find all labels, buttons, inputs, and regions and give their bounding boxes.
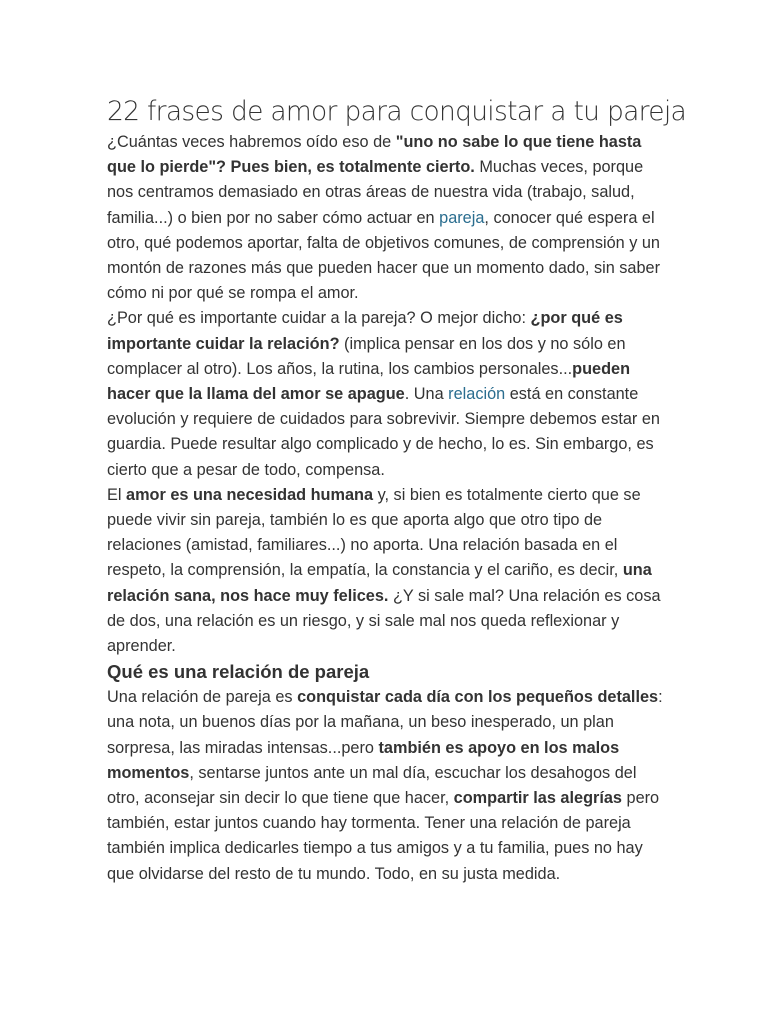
bold-span: conquistar cada día con los pequeños detalles (297, 688, 659, 707)
paragraph-care (107, 306, 668, 482)
paragraph-love-need (107, 483, 668, 659)
text-span: (implica pensar en los dos y no sólo en complacer al otro). Los años, la rutina, los cambios personales... (107, 334, 626, 378)
text-span: Una relación de pareja es (107, 688, 298, 707)
section-heading: Qué es una relación de pareja (107, 661, 370, 683)
text-span: El (107, 485, 127, 504)
text-span: : una nota, un buenos días por la mañana, un beso inesperado, un plan sorpresa, las miradas intensas...pero (107, 688, 663, 757)
text-span: ¿Cuántas veces habremos oído eso de (107, 133, 396, 151)
text-span: . Una (404, 385, 449, 404)
bold-span: también es apoyo en los malos momentos (107, 738, 620, 782)
text-span: ¿Y si sale mal? Una relación es cosa de dos, una relación es un riesgo, y si sale mal nos queda reflexionar y aprender. (107, 586, 661, 656)
text-span: está en constante evolución y requiere de cuidados para sobrevivir. Siempre debemos estar en guardia. Puede resultar algo complicado y de hecho, lo es. Sin embargo, es cierto que a pesar de todo, compensa. (107, 385, 660, 479)
bold-span: ¿por qué es importante cuidar la relación? (107, 309, 623, 353)
link-relacion[interactable]: relación (448, 385, 506, 404)
text-span: ¿Por qué es importante cuidar a la pareja? O mejor dicho: (107, 309, 531, 328)
text-span: y, si bien es totalmente cierto que se puede vivir sin pareja, también lo es que aporta algo que otro tipo de relaciones (amistad, familiares...) no aporta. Una relación basada en el respeto, la comprensión, la empatía, la constancia y el cariño, es decir, (107, 485, 641, 580)
bold-span: amor es una necesidad humana (126, 485, 374, 504)
text-span: Muchas veces, porque nos centramos demasiado en otras áreas de nuestra vida (trabajo, salud, familia...) o bien por no saber cómo actuar en (107, 158, 644, 227)
text-span: , conocer qué espera el otro, qué podemos aportar, falta de objetivos comunes, de comprensión y un montón de razones más que pueden hacer que un momento dado, sin saber cómo ni por qué se rompa el amor. (107, 208, 661, 303)
bold-span: pueden hacer que la llama del amor se apague (107, 359, 631, 404)
paragraph-intro (107, 130, 668, 306)
text-span: pero también, estar juntos cuando hay tormenta. Tener una relación de pareja también implica dedicarles tiempo a tus amigos y a tu familia, pues no hay que olvidarse del resto de tu mundo. Todo, en su justa medida. (107, 789, 660, 883)
link-pareja[interactable]: pareja (439, 208, 485, 227)
bold-span: "uno no sabe lo que tiene hasta que lo pierde"? Pues bien, es totalmente cierto. (107, 133, 642, 177)
bold-span: compartir las alegrías (453, 789, 622, 808)
paragraph-relationship (107, 685, 668, 887)
bold-span: una relación sana, nos hace muy felices. (107, 561, 652, 605)
text-span: , sentarse juntos ante un mal día, escuchar los desahogos del otro, aconsejar sin decir lo que tiene que hacer, (107, 763, 637, 808)
article-title: 22 frases de amor para conquistar a tu pareja (107, 96, 687, 127)
